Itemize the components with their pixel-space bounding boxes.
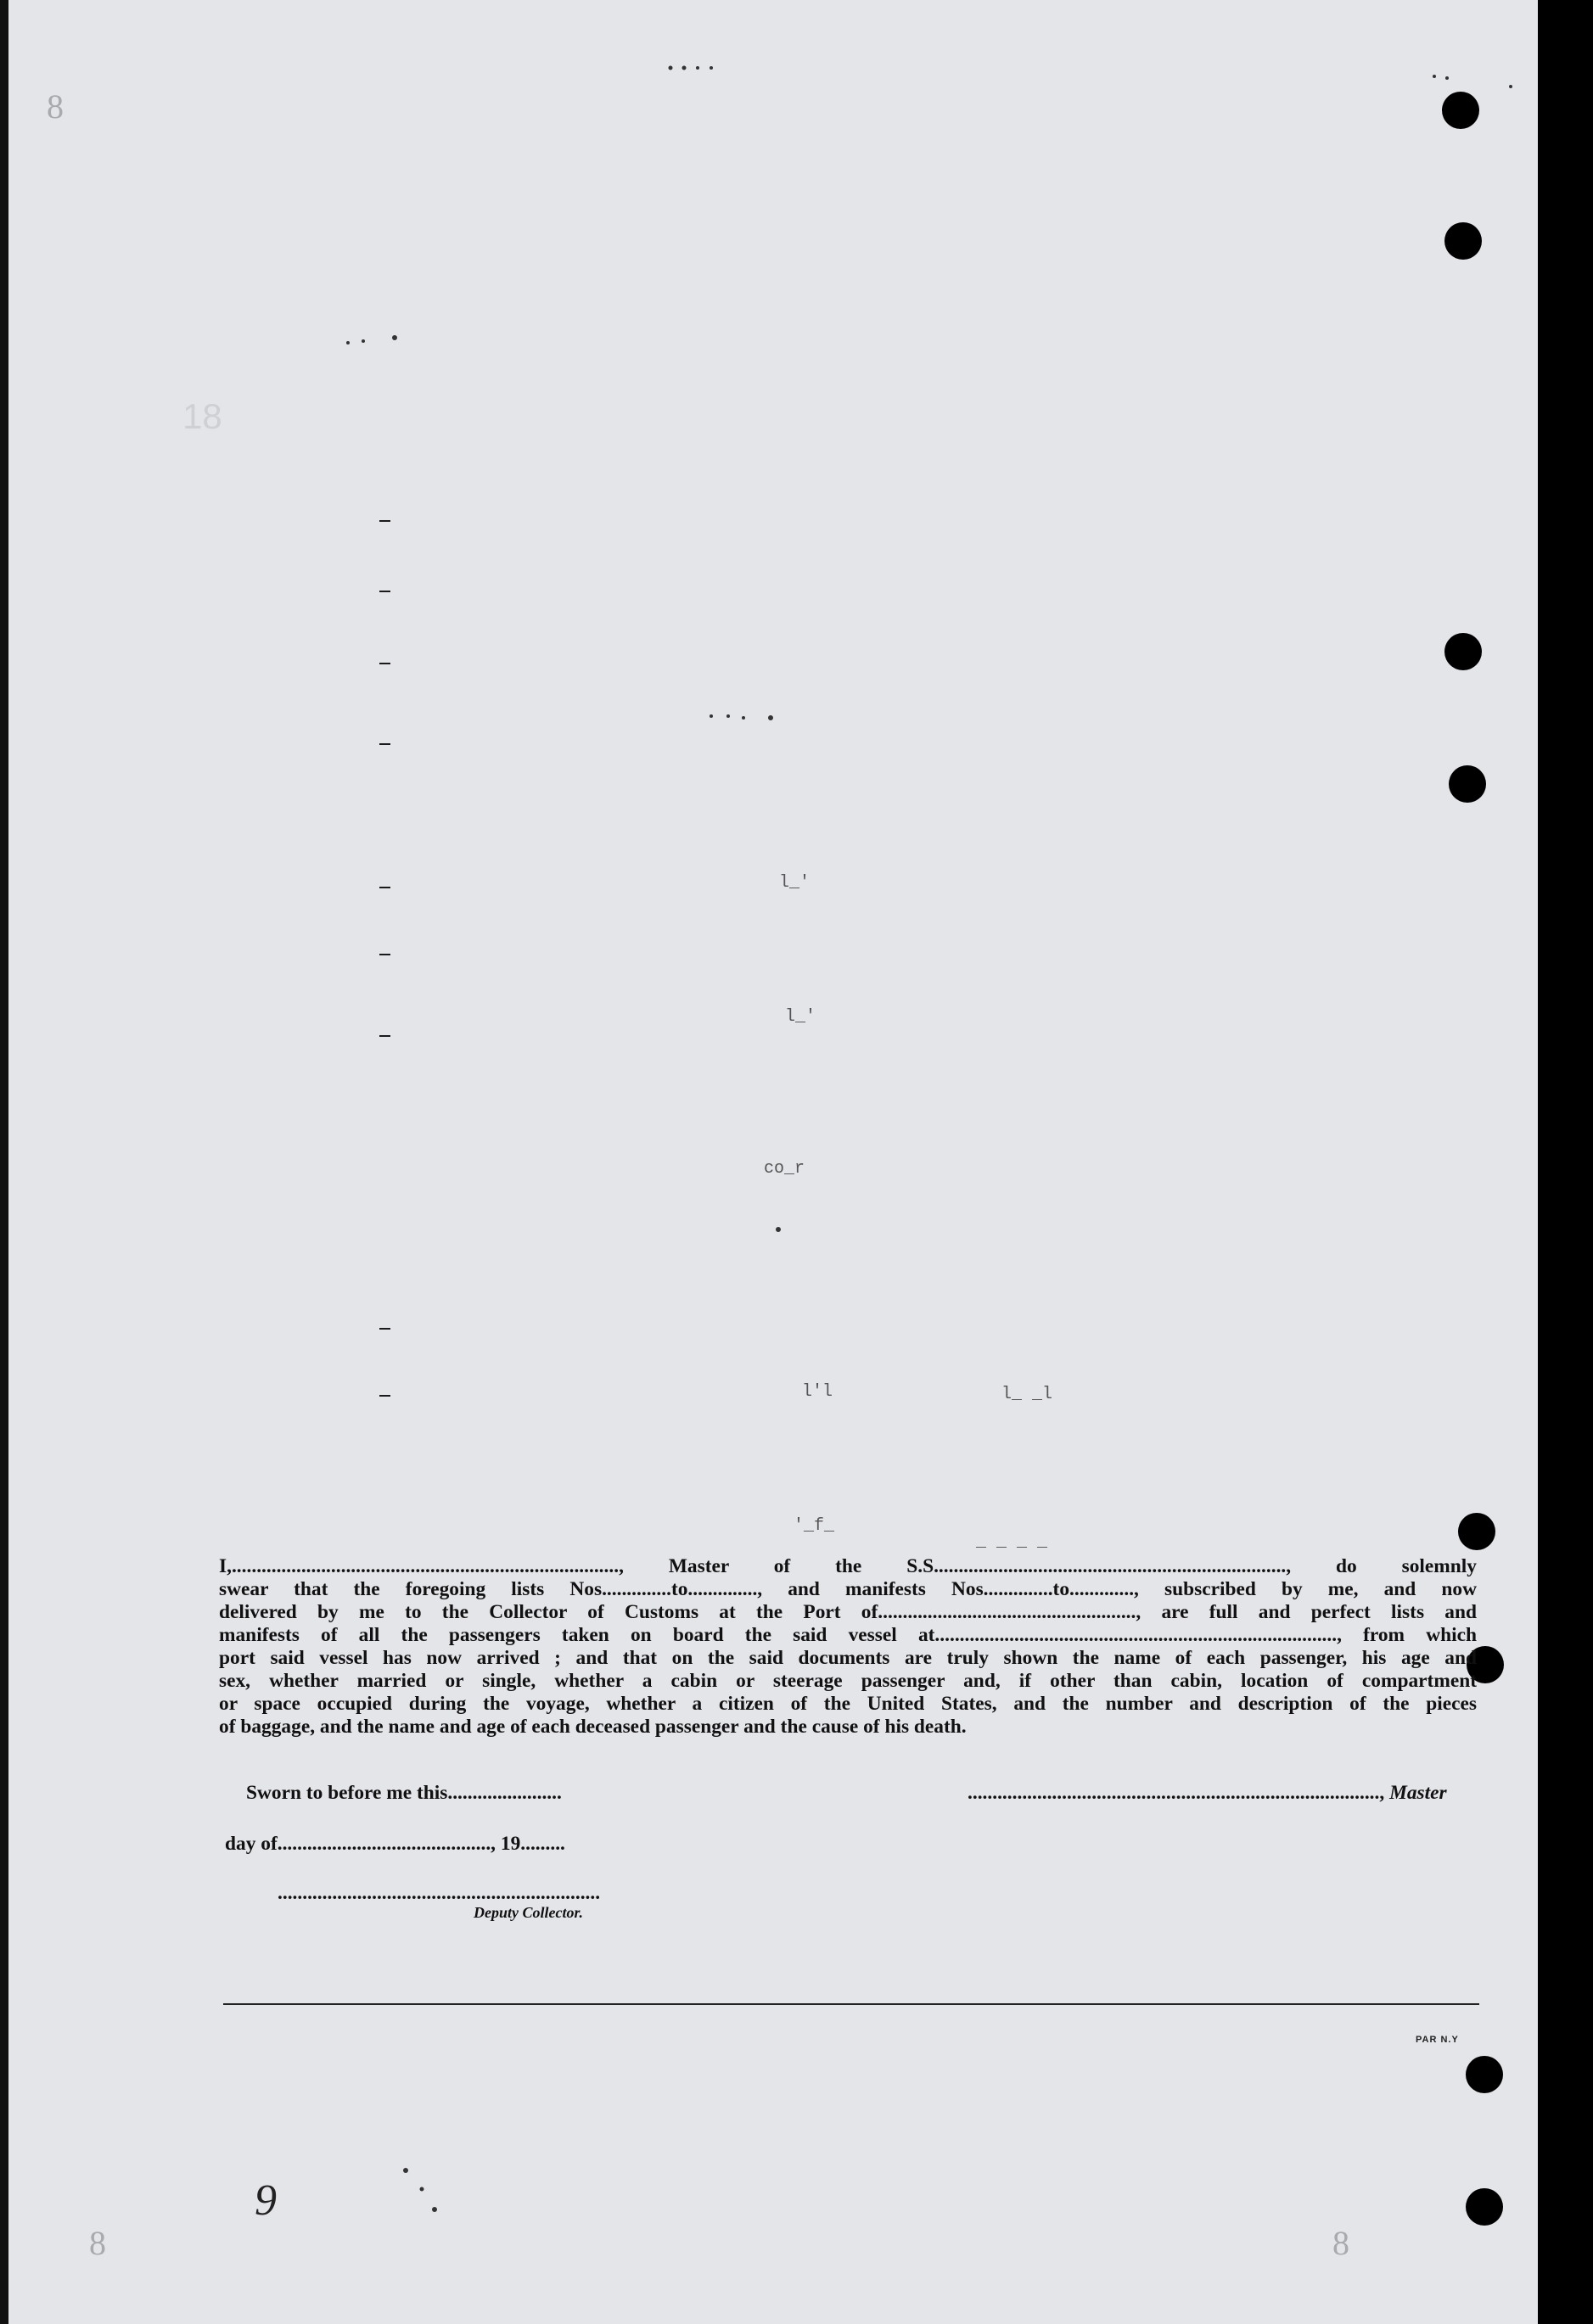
svg-text:'_f_: '_f_ [794,1516,835,1536]
punch-hole [1442,92,1479,129]
oath-line: sex, whether married or single, whether a cabin or steerage passenger and, if other than cabin, location of compartment [219,1670,1477,1692]
corner-number-bottom-left: 8 [89,2224,106,2262]
punch-hole [1466,2188,1503,2226]
master-signature-line [968,1782,1447,1805]
svg-text:9: 9 [255,2176,277,2225]
punch-hole [1444,633,1482,670]
deputy-collector-label: Deputy Collector. [474,1904,583,1921]
svg-text:l_': l_' [779,873,811,893]
oath-line: of baggage, and the name and age of each deceased passenger and the cause of his death. [219,1716,967,1738]
oath-line: or space occupied during the voyage, whether a citizen of the United States, and the number and description of the pieces [219,1693,1477,1715]
oath-line: manifests of all the passengers taken on board the said vessel at................................................................................., from which [219,1624,1477,1646]
bottom-rule [223,2003,1479,2005]
svg-text:l_': l_' [785,1007,816,1027]
svg-text:18: 18 [182,396,222,436]
oath-line: port said vessel has now arrived ; and that on the said documents are truly shown the name of each passenger, his age and [219,1647,1477,1669]
corner-number-top: 8 [47,87,64,126]
svg-text:l_ _l: l_ _l [1001,1385,1053,1404]
oath-paragraph [219,1555,1477,1739]
svg-text:co_r: co_r [764,1159,805,1179]
day-of-line: day of..........................................., 19......... [225,1833,565,1855]
punch-hole [1449,765,1486,803]
master-dots: ..................................................................................., [968,1782,1390,1804]
corner-number-bottom-right: 8 [1332,2224,1349,2262]
svg-text:_ _ _ _: _ _ _ _ [976,1532,1048,1552]
oath-line: swear that the foregoing lists Nos..............to.............., and manifests Nos..............to............., subscribed by me, and now [219,1578,1477,1600]
scan-edge-right [1538,0,1593,2324]
punch-hole [1466,2056,1503,2093]
svg-text:l'l: l'l [802,1382,833,1402]
sworn-line: Sworn to before me this....................... [246,1782,562,1804]
master-label: Master [1389,1782,1447,1804]
deputy-signature-line: ................................................................. [278,1882,601,1904]
oath-line: delivered by me to the Collector of Customs at the Port of...................................................., are full and perfect lists and [219,1601,1477,1623]
punch-hole [1458,1513,1495,1550]
oath-line: I,.............................................................................., Master of the S.S......................................................................., do solemnly [219,1555,1477,1577]
punch-hole [1444,222,1482,260]
printer-mark: PAR N.Y [1416,2035,1459,2045]
